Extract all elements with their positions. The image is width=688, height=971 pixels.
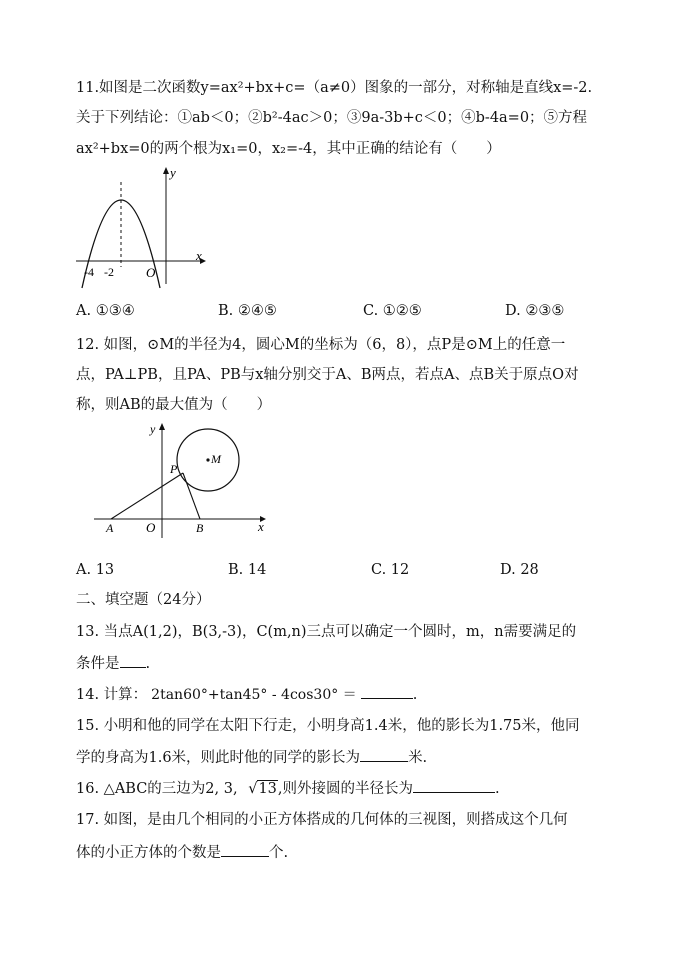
q16-radicand: 13	[258, 781, 277, 797]
q11-x-label: x	[196, 248, 202, 263]
q16-middle: ,则外接圆的半径长为	[277, 781, 414, 797]
radical-sign-icon: √	[248, 781, 258, 797]
q17-answer-blank[interactable]	[221, 842, 269, 857]
q15-line-1: 15. 小明和他的同学在太阳下行走，小明身高1.4米，他的影长为1.75米，他同	[76, 718, 580, 734]
q16-line	[76, 778, 500, 799]
q15-suffix: 米.	[408, 750, 428, 766]
q14-expression: 2tan60°+tan45° - 4cos30° ＝	[151, 687, 357, 703]
q12-options	[76, 560, 636, 580]
q12-point-b: B	[196, 521, 204, 535]
q11-y-label: y	[170, 165, 176, 180]
q17-suffix: 个.	[269, 845, 289, 861]
q11-options	[76, 301, 636, 321]
q16-prefix: 16. △ABC的三边为2, 3,	[76, 781, 238, 797]
q11-option-c[interactable]: C. ①②⑤	[363, 303, 422, 319]
q16-answer-blank[interactable]	[413, 778, 495, 793]
q11-line-3: ax²+bx=0的两个根为x₁=0，x₂=-4，其中正确的结论有（ ）	[76, 141, 501, 157]
q13-prefix: 条件是	[76, 656, 120, 672]
q17-line-1: 17. 如图，是由几个相同的小正方体搭成的几何体的三视图，则搭成这个几何	[76, 812, 568, 828]
q17-prefix: 体的小正方体的个数是	[76, 845, 221, 861]
q13-line-1: 13. 当点A(1,2)，B(3,-3)，C(m,n)三点可以确定一个圆时，m，n需要满足的	[76, 624, 577, 640]
q12-y-label: y	[150, 422, 156, 436]
q13-line-2	[76, 653, 150, 674]
q15-line-2	[76, 747, 427, 768]
q12-origin-label: O	[146, 520, 156, 535]
q15-prefix: 学的身高为1.6米，则此时他的同学的影长为	[76, 750, 361, 766]
q12-option-b[interactable]: B. 14	[228, 562, 267, 578]
q12-x-label: x	[258, 519, 264, 534]
q15-answer-blank[interactable]	[360, 747, 408, 762]
q12-point-p: P	[170, 462, 178, 476]
q11-option-b[interactable]: B. ②④⑤	[218, 303, 277, 319]
q11-option-d[interactable]: D. ②③⑤	[505, 303, 565, 319]
q12-point-a: A	[106, 521, 114, 535]
q11-origin-label: O	[146, 265, 156, 280]
q12-option-c[interactable]: C. 12	[371, 562, 410, 578]
q14-answer-blank[interactable]	[361, 684, 413, 699]
q12-line-1: 12. 如图，⊙M的半径为4，圆心M的坐标为（6，8），点P是⊙M上的任意一	[76, 337, 566, 353]
q12-circle-figure	[90, 420, 280, 550]
q16-sqrt-13	[248, 779, 278, 799]
q13-suffix: .	[145, 656, 151, 672]
q12-point-m: M	[211, 452, 221, 466]
q14-suffix: .	[412, 687, 418, 703]
q11-tick-minus4: -4	[84, 265, 94, 279]
q16-suffix: .	[495, 781, 500, 797]
q11-parabola-figure	[74, 162, 210, 292]
q17-line-2	[76, 842, 288, 863]
q13-answer-blank[interactable]	[120, 653, 146, 668]
q12-line-3: 称，则AB的最大值为（ ）	[76, 397, 272, 413]
q14-prefix: 14. 计算：	[76, 687, 148, 703]
q14-line	[76, 684, 417, 705]
q11-option-a[interactable]: A. ①③④	[76, 303, 135, 319]
q12-option-d[interactable]: D. 28	[500, 562, 539, 578]
q12-option-a[interactable]: A. 13	[76, 562, 115, 578]
section-heading-fill-blank: 二、填空题（24分）	[76, 592, 211, 608]
q11-line-2: 关于下列结论：①ab＜0；②b²-4ac＞0；③9a-3b+c＜0；④b-4a=0；⑤方程	[76, 110, 588, 126]
q12-line-2: 点，PA⊥PB，且PA、PB与x轴分别交于A、B两点，若点A、点B关于原点O对	[76, 367, 579, 383]
q11-line-1: 11.如图是二次函数y=ax²+bx+c=（a≠0）图象的一部分，对称轴是直线x=-2.	[76, 80, 593, 96]
q11-tick-minus2: -2	[104, 265, 114, 279]
